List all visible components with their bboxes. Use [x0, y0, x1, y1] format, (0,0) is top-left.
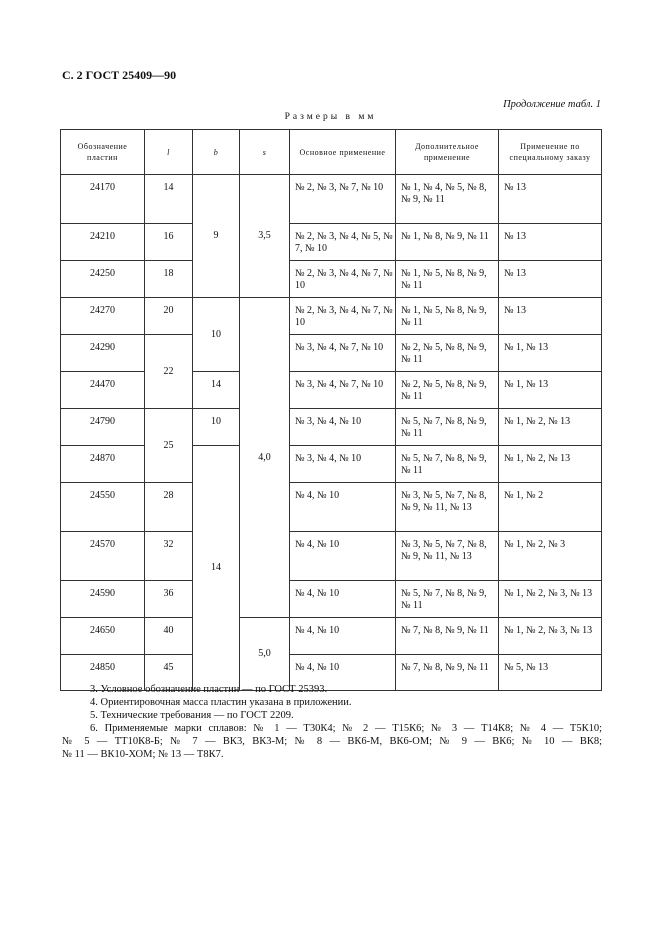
special-order-cell: № 1, № 13 — [499, 335, 602, 372]
main-application-cell: № 2, № 3, № 4, № 5, № 7, № 10 — [290, 224, 396, 261]
main-application-cell: № 3, № 4, № 7, № 10 — [290, 335, 396, 372]
special-order-cell: № 1, № 13 — [499, 372, 602, 409]
header-extra-application: Дополнительное применение — [396, 130, 499, 175]
b-cell: 14 — [193, 446, 240, 691]
table-row — [61, 618, 602, 655]
designation-cell: 24590 — [61, 581, 145, 618]
extra-application-cell: № 7, № 8, № 9, № 11 — [396, 655, 499, 691]
special-order-cell: № 1, № 2 — [499, 483, 602, 532]
designation-cell: 24290 — [61, 335, 145, 372]
note-6-line-3: № 11 — ВК10-ХОМ; № 13 — Т8К7. — [62, 749, 224, 760]
main-application-cell: № 3, № 4, № 7, № 10 — [290, 372, 396, 409]
special-order-cell: № 13 — [499, 224, 602, 261]
designation-cell: 24850 — [61, 655, 145, 691]
extra-application-cell: № 5, № 7, № 8, № 9, № 11 — [396, 581, 499, 618]
l-cell: 36 — [145, 581, 193, 618]
extra-application-cell: № 3, № 5, № 7, № 8, № 9, № 11, № 13 — [396, 532, 499, 581]
note-3: 3. Условное обозначение пластин — по ГОСТ 25393. — [90, 684, 328, 695]
designation-cell: 24210 — [61, 224, 145, 261]
designation-cell: 24870 — [61, 446, 145, 483]
extra-application-cell: № 1, № 8, № 9, № 11 — [396, 224, 499, 261]
main-application-cell: № 2, № 3, № 4, № 7, № 10 — [290, 298, 396, 335]
extra-application-cell: № 2, № 5, № 8, № 9, № 11 — [396, 372, 499, 409]
special-order-cell: № 1, № 2, № 13 — [499, 409, 602, 446]
main-application-cell: № 4, № 10 — [290, 532, 396, 581]
b-cell: 10 — [193, 298, 240, 372]
note-5: 5. Технические требования — по ГОСТ 2209. — [90, 710, 294, 721]
l-cell: 45 — [145, 655, 193, 691]
note-4: 4. Ориентировочная масса пластин указана в приложении. — [90, 697, 352, 708]
extra-application-cell: № 1, № 5, № 8, № 9, № 11 — [396, 261, 499, 298]
special-order-cell: № 13 — [499, 298, 602, 335]
designation-cell: 24650 — [61, 618, 145, 655]
table-units-caption: Размеры в мм — [284, 112, 377, 122]
table-row — [61, 446, 602, 483]
extra-application-cell: № 3, № 5, № 7, № 8, № 9, № 11, № 13 — [396, 483, 499, 532]
extra-application-cell: № 5, № 7, № 8, № 9, № 11 — [396, 409, 499, 446]
designation-cell: 24550 — [61, 483, 145, 532]
header-special-order: Применение по специальному заказу — [499, 130, 602, 175]
main-application-cell: № 4, № 10 — [290, 655, 396, 691]
l-cell: 25 — [145, 409, 193, 483]
plates-table — [60, 129, 602, 691]
designation-cell: 24170 — [61, 175, 145, 224]
l-cell: 16 — [145, 224, 193, 261]
table-row — [61, 372, 602, 409]
l-cell: 14 — [145, 175, 193, 224]
extra-application-cell: № 1, № 5, № 8, № 9, № 11 — [396, 298, 499, 335]
designation-cell: 24250 — [61, 261, 145, 298]
special-order-cell: № 1, № 2, № 3 — [499, 532, 602, 581]
table-row — [61, 532, 602, 581]
header-s: s — [240, 130, 290, 175]
l-cell: 18 — [145, 261, 193, 298]
header-main-application: Основное применение — [290, 130, 396, 175]
designation-cell: 24470 — [61, 372, 145, 409]
note-6-line-1: 6. Применяемые марки сплавов: № 1 — Т30К4; № 2 — Т15К6; № 3 — Т14К8; № 4 — Т5К10; — [90, 723, 602, 734]
l-cell: 40 — [145, 618, 193, 655]
extra-application-cell: № 7, № 8, № 9, № 11 — [396, 618, 499, 655]
special-order-cell: № 13 — [499, 261, 602, 298]
special-order-cell: № 1, № 2, № 3, № 13 — [499, 618, 602, 655]
main-application-cell: № 3, № 4, № 10 — [290, 446, 396, 483]
b-cell: 9 — [193, 175, 240, 298]
main-application-cell: № 2, № 3, № 4, № 7, № 10 — [290, 261, 396, 298]
special-order-cell: № 1, № 2, № 13 — [499, 446, 602, 483]
b-cell: 10 — [193, 409, 240, 446]
table-row — [61, 261, 602, 298]
table-row — [61, 409, 602, 446]
l-cell: 32 — [145, 532, 193, 581]
notes-section — [62, 683, 602, 761]
l-cell: 22 — [145, 335, 193, 409]
extra-application-cell: № 5, № 7, № 8, № 9, № 11 — [396, 446, 499, 483]
s-cell: 3,5 — [240, 175, 290, 298]
header-designation: Обозначение пластин — [61, 130, 145, 175]
s-cell: 4,0 — [240, 298, 290, 618]
main-application-cell: № 3, № 4, № 10 — [290, 409, 396, 446]
designation-cell: 24270 — [61, 298, 145, 335]
page-header: С. 2 ГОСТ 25409—90 — [62, 68, 177, 82]
s-cell: 5,0 — [240, 618, 290, 691]
l-cell: 28 — [145, 483, 193, 532]
main-application-cell: № 4, № 10 — [290, 483, 396, 532]
table-continuation-label: Продолжение табл. 1 — [503, 99, 601, 110]
special-order-cell: № 5, № 13 — [499, 655, 602, 691]
main-application-cell: № 4, № 10 — [290, 581, 396, 618]
special-order-cell: № 13 — [499, 175, 602, 224]
header-b: b — [193, 130, 240, 175]
special-order-cell: № 1, № 2, № 3, № 13 — [499, 581, 602, 618]
extra-application-cell: № 1, № 4, № 5, № 8, № 9, № 11 — [396, 175, 499, 224]
note-6-line-2: № 5 — ТТ10К8-Б; № 7 — ВК3, ВК3-М; № 8 — ВК6-М, ВК6-ОМ; № 9 — ВК6; № 10 — ВК8; — [62, 736, 602, 747]
designation-cell: 24570 — [61, 532, 145, 581]
designation-cell: 24790 — [61, 409, 145, 446]
table-row — [61, 335, 602, 372]
table-row — [61, 298, 602, 335]
main-application-cell: № 4, № 10 — [290, 618, 396, 655]
extra-application-cell: № 2, № 5, № 8, № 9, № 11 — [396, 335, 499, 372]
l-cell: 20 — [145, 298, 193, 335]
main-application-cell: № 2, № 3, № 7, № 10 — [290, 175, 396, 224]
b-cell: 14 — [193, 372, 240, 409]
table-row — [61, 224, 602, 261]
header-l: l — [145, 130, 193, 175]
table-row — [61, 581, 602, 618]
table-row — [61, 175, 602, 224]
table-header-row — [61, 130, 602, 175]
table-row — [61, 483, 602, 532]
